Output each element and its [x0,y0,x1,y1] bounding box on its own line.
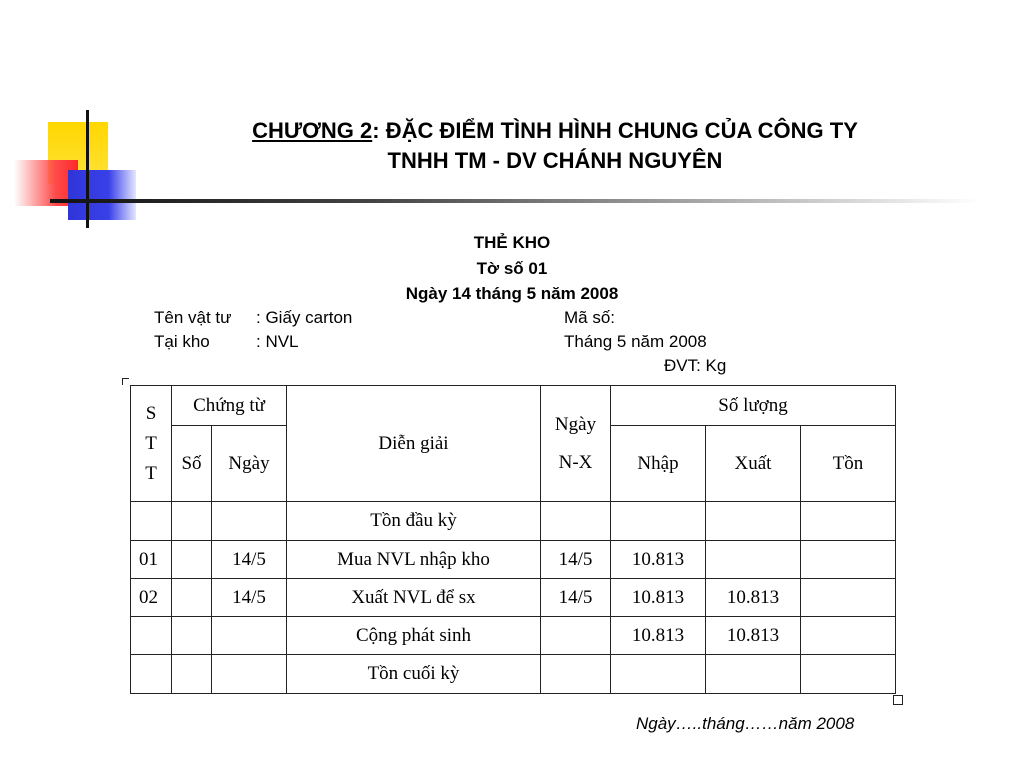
table-row: 01 14/5 Mua NVL nhập kho 14/5 10.813 [131,541,896,579]
header-stt: S T T [131,386,172,502]
header-ton: Tồn [801,426,896,502]
unit-label: ĐVT: Kg [664,356,727,375]
decor-blue-square [68,170,136,220]
decor-horizontal-rule [50,199,980,203]
slide-title [150,116,960,176]
header-ngay: Ngày [212,426,287,502]
table-row: Tồn đầu kỳ [131,502,896,541]
table-header-row [131,386,896,426]
header-so: Số [172,426,212,502]
table-row: 02 14/5 Xuất NVL để sx 14/5 10.813 10.813 [131,579,896,617]
table-corner-tick [122,378,129,385]
month-label: Tháng 5 năm 2008 [564,332,707,351]
sheet-number: Tờ số 01 [476,259,548,278]
warehouse-value: : NVL [256,332,299,351]
stock-card-table [130,385,896,694]
table-row: Cộng phát sinh 10.813 10.813 [131,617,896,655]
table-resize-handle [893,695,903,705]
card-date: Ngày 14 tháng 5 năm 2008 [405,284,619,303]
card-heading: THẺ KHO [473,233,551,252]
header-so-luong: Số lượng [611,386,896,426]
header-chung-tu: Chứng từ [172,386,287,426]
chapter-label: CHƯƠNG 2 [252,118,373,143]
decor-vertical-line [86,110,89,228]
header-ngay-nx: Ngày N-X [541,386,611,502]
table-row: Tồn cuối kỳ [131,655,896,694]
material-label: Tên vật tư [154,308,232,327]
header-nhap: Nhập [611,426,706,502]
title-line2: TNHH TM - DV CHÁNH NGUYÊN [387,148,723,173]
footer-date-line: Ngày…..tháng……năm 2008 [636,714,855,733]
code-label: Mã số: [564,308,616,327]
material-value: : Giấy carton [256,308,353,327]
header-xuat: Xuất [706,426,801,502]
header-dien-giai: Diễn giải [287,386,541,502]
warehouse-label: Tại kho [154,332,210,351]
title-line1: : ĐẶC ĐIỂM TÌNH HÌNH CHUNG CỦA CÔNG TY [372,118,858,143]
